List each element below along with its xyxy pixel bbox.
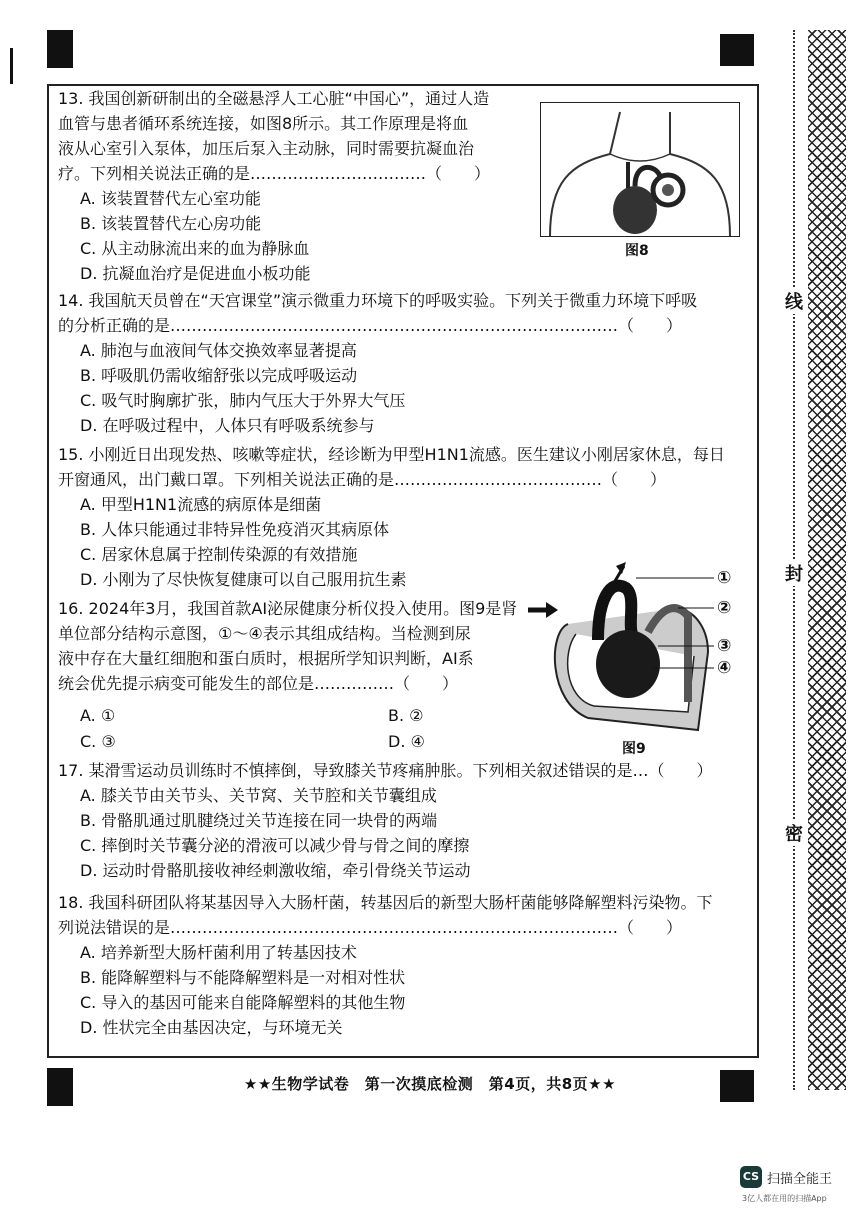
q14-option-d: D. 在呼吸过程中，人体只有呼吸系统参与 [80,416,375,435]
q16-option-a: A. ① [80,706,116,725]
q17-option-d: D. 运动时骨骼肌接收神经刺激收缩，牵引骨绕关节运动 [80,861,471,880]
q13-line-1: 13. 我国创新研制出的全磁悬浮人工心脏“中国心”，通过人造 [58,89,490,108]
figure-8-label: 图8 [625,243,649,259]
q13-line-4: 疗。下列相关说法正确的是……………………………（ ） [58,164,491,183]
figure-9-marker-2: ② [717,598,732,618]
question-13 [58,86,490,286]
q16-option-b: B. ② [388,706,424,725]
q13-option-b: B. 该装置替代左心房功能 [80,214,262,233]
q15-line-2: 开窗通风，出门戴口罩。下列相关说法正确的是…………………………………（ ） [58,470,667,489]
q18-option-d: D. 性状完全由基因决定，与环境无关 [80,1018,343,1037]
q13-option-c: C. 从主动脉流出来的血为静脉血 [80,239,310,258]
q15-option-a: A. 甲型H1N1流感的病原体是细菌 [80,495,322,514]
figure-9-nephron [528,552,728,734]
q15-option-d: D. 小刚为了尽快恢复健康可以自己服用抗生素 [80,570,407,589]
q14-option-b: B. 呼吸肌仍需收缩舒张以完成呼吸运动 [80,366,358,385]
q13-line-2: 血管与患者循环系统连接，如图8所示。其工作原理是将血 [58,114,469,133]
q15-option-b: B. 人体只能通过非特异性免疫消灭其病原体 [80,520,390,539]
question-14 [58,288,697,438]
q17-option-a: A. 膝关节由关节头、关节窝、关节腔和关节囊组成 [80,786,437,805]
cs-app-name: 扫描全能王 [767,1172,833,1187]
question-18 [58,890,713,1040]
q13-option-d: D. 抗凝血治疗是促进血小板功能 [80,264,311,283]
q14-line-2: 的分析正确的是…………………………………………………………………………（ ） [58,316,683,335]
q16-line-1: 16. 2024年3月，我国首款AI泌尿健康分析仪投入使用。图9是肾 [58,599,518,618]
q14-option-a: A. 肺泡与血液间气体交换效率显著提高 [80,341,357,360]
question-17 [58,758,713,883]
q16-line-3: 液中存在大量红细胞和蛋白质时，根据所学知识判断，AI系 [58,649,474,668]
scan-edge-mark [10,48,13,84]
q18-option-b: B. 能降解塑料与不能降解塑料是一对相对性状 [80,968,406,987]
figure-9-marker-4: ④ [717,658,732,678]
question-16 [58,596,517,696]
q17-line-1: 17. 某滑雪运动员训练时不慎摔倒，导致膝关节疼痛肿胀。下列相关叙述错误的是…（ ） [58,761,713,780]
q18-option-c: C. 导入的基因可能来自能降解塑料的其他生物 [80,993,406,1012]
q17-option-b: B. 骨骼肌通过肌腱绕过关节连接在同一块骨的两端 [80,811,438,830]
binding-label-line: 线 [781,288,807,314]
figure-9-marker-1: ① [717,568,732,588]
q13-option-a: A. 该装置替代左心室功能 [80,189,261,208]
q14-option-c: C. 吸气时胸廓扩张，肺内气压大于外界大气压 [80,391,406,410]
q18-line-2: 列说法错误的是…………………………………………………………………………（ ） [58,918,683,937]
q18-option-a: A. 培养新型大肠杆菌利用了转基因技术 [80,943,357,962]
q18-line-1: 18. 我国科研团队将某基因导入大肠杆菌，转基因后的新型大肠杆菌能够降解塑料污染物。下 [58,893,713,912]
figure-9-label: 图9 [622,741,646,757]
q16-line-2: 单位部分结构示意图，①～④表示其组成结构。当检测到尿 [58,624,471,643]
q16-option-d: D. ④ [388,732,425,751]
binding-label-secret: 密 [781,820,807,846]
figure-8-heart-device [540,102,740,237]
corner-mark-top-left [47,30,73,68]
q16-line-4: 统会优先提示病变可能发生的部位是……………（ ） [58,674,459,693]
q17-option-c: C. 摔倒时关节囊分泌的滑液可以减少骨与骨之间的摩擦 [80,836,470,855]
corner-mark-top-right [720,34,754,66]
q14-line-1: 14. 我国航天员曾在“天宫课堂”演示微重力环境下的呼吸实验。下列关于微重力环境下呼吸 [58,291,698,310]
q15-option-c: C. 居家休息属于控制传染源的有效措施 [80,545,358,564]
figure-9-marker-3: ③ [717,636,732,656]
q13-line-3: 液从心室引入泵体，加压后泵入主动脉，同时需要抗凝血治 [58,139,475,158]
q15-line-1: 15. 小刚近日出现发热、咳嗽等症状，经诊断为甲型H1N1流感。医生建议小刚居家休息，每日 [58,445,725,464]
q16-option-c: C. ③ [80,732,116,751]
page-footer: ★★生物学试卷 第一次摸底检测 第4页，共8页★★ [243,1075,617,1093]
cs-logo-icon: CS [740,1166,762,1188]
binding-label-seal: 封 [781,560,807,586]
cs-tagline: 3亿人都在用的扫描App [742,1194,827,1203]
binding-hatch [808,30,846,1090]
